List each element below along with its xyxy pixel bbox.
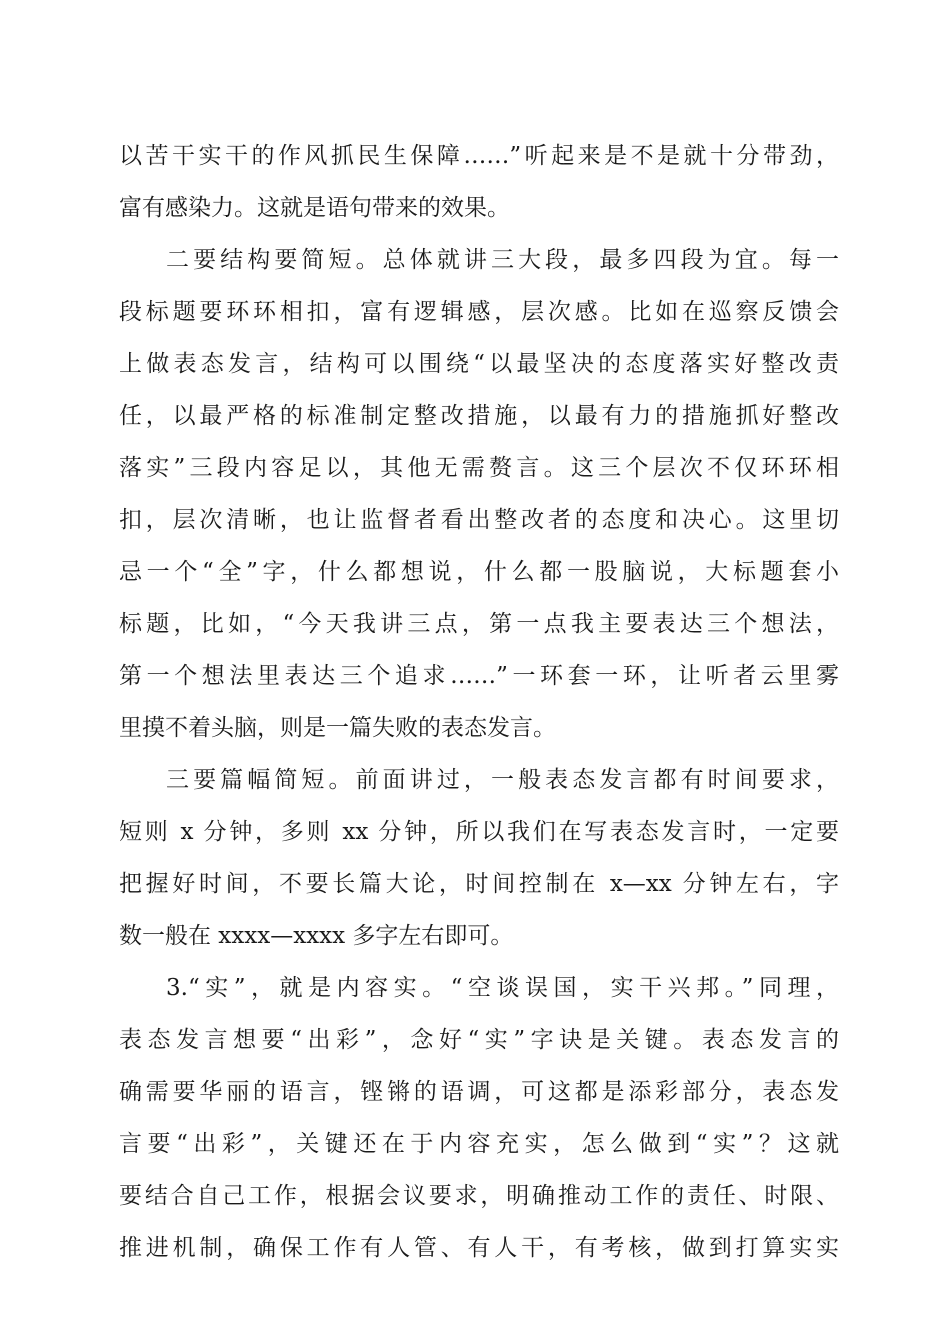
text-line: 3.“实”，就是内容实。“空谈误国，实干兴邦。”同理， bbox=[166, 975, 839, 1001]
text-line: 以苦干实干的作风抓民生保障……”听起来是不是就十分带劲， bbox=[119, 143, 839, 169]
text-line: 落实”三段内容足以，其他无需赘言。这三个层次不仅环环相 bbox=[119, 455, 839, 481]
text-line: 把握好时间，不要长篇大论，时间控制在 x—xx 分钟左右，字 bbox=[119, 871, 839, 897]
text-line: 短则 x 分钟，多则 xx 分钟，所以我们在写表态发言时，一定要 bbox=[119, 819, 839, 845]
text-line: 三要篇幅简短。前面讲过，一般表态发言都有时间要求， bbox=[166, 767, 839, 793]
text-line: 推进机制，确保工作有人管、有人干，有考核，做到打算实实 bbox=[119, 1235, 839, 1261]
text-line: 二要结构要简短。总体就讲三大段，最多四段为宜。每一 bbox=[166, 247, 839, 273]
text-line: 富有感染力。这就是语句带来的效果。 bbox=[119, 195, 510, 221]
text-line: 言要“出彩”，关键还在于内容充实，怎么做到“实”？这就 bbox=[119, 1131, 839, 1157]
text-line: 忌一个“全”字，什么都想说，什么都一股脑说，大标题套小 bbox=[119, 559, 839, 585]
text-line: 表态发言想要“出彩”，念好“实”字诀是关键。表态发言的 bbox=[119, 1027, 839, 1053]
text-line: 数一般在 xxxx—xxxx 多字左右即可。 bbox=[119, 923, 514, 949]
text-line: 扣，层次清晰，也让监督者看出整改者的态度和决心。这里切 bbox=[119, 507, 839, 533]
text-line: 任，以最严格的标准制定整改措施，以最有力的措施抓好整改 bbox=[119, 403, 839, 429]
text-line: 确需要华丽的语言，铿锵的语调，可这都是添彩部分，表态发 bbox=[119, 1079, 839, 1105]
text-line: 第一个想法里表达三个追求……”一环套一环，让听者云里雾 bbox=[119, 663, 839, 689]
text-line: 上做表态发言，结构可以围绕“以最坚决的态度落实好整改责 bbox=[119, 351, 839, 377]
text-line: 要结合自己工作，根据会议要求，明确推动工作的责任、时限、 bbox=[119, 1183, 839, 1209]
text-line: 标题，比如，“今天我讲三点，第一点我主要表达三个想法， bbox=[119, 611, 839, 637]
text-line: 里摸不着头脑，则是一篇失败的表态发言。 bbox=[119, 715, 556, 741]
text-line: 段标题要环环相扣，富有逻辑感，层次感。比如在巡察反馈会 bbox=[119, 299, 839, 325]
